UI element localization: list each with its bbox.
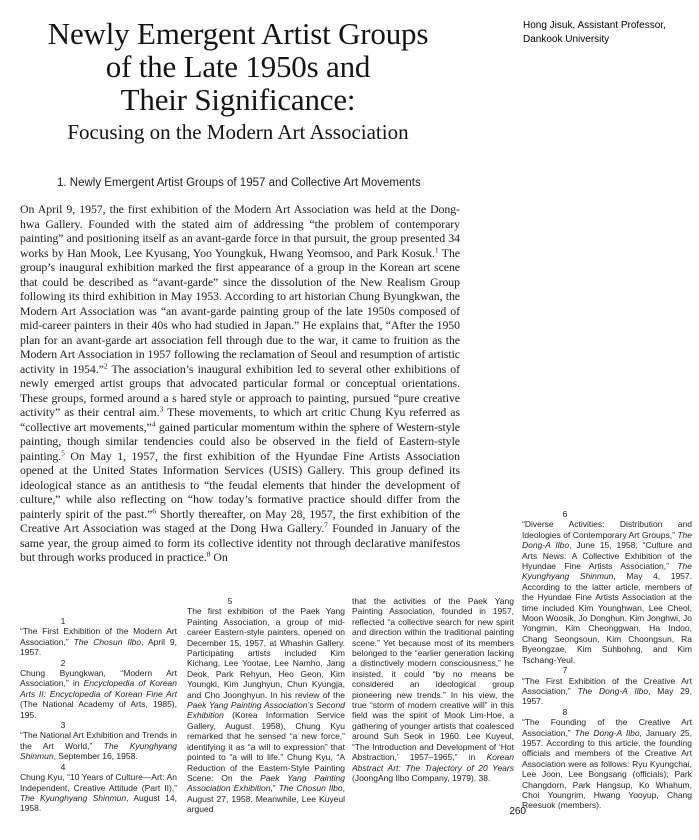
footnote-4	[20, 762, 177, 814]
margin-notes-column	[522, 509, 692, 811]
footnote-5	[187, 596, 345, 815]
footnote-text-3: “The National Art Exhibition and Trends in the Art World,” The Kyunghyang Shinmun, September 16, 1958.	[20, 730, 177, 762]
footnote-2	[20, 658, 177, 720]
title-line-3: Their Significance:	[120, 82, 356, 117]
footnote-number-3: 3	[60, 720, 66, 731]
footnote-number-5: 5	[227, 596, 233, 606]
footnote-number-1: 1	[60, 616, 66, 626]
footnote-5-continuation: that the activities of the Paek Yang Painting Association, founded in 1957, reflected “a collective search for new spirit and direction within the traditional painting scene.” Yet because most of its members belonged to the “earlier generation lacking a distinctively modern consciousness,” he insisted, it could “by no means be considered an ideological group pioneering new trends.” In his view, the true “storm of modern creative will” in this field was the spirit of Mook Lim-Hoe, a gathering of younger artists that coalesced around Suh Seok in 1960. Lee Kuyeul, “The Introduction and Development of ‘Hot Abstraction,’ 1957–1965,” in Korean Abstract Art: The Trajectory of 20 Years (JoongAng Ilbo Company, 1979), 38.	[352, 596, 514, 783]
page-number: 260	[509, 806, 526, 817]
footnote-text-6: “Diverse Activities: Distribution and Ideologies of Contemporary Art Groups,” The Dong-A Ilbo, June 15, 1958; “Culture and Arts News: A Collective Exhibition of the Hyundae Fine Artists Association,” The Kyunghyang Shinmun, May 4, 1957. According to the latter article, members of the Hyundae Fine Artists Association at the time included Kim Younghwan, Lee Cheol, Moon Woosik, Jo Donghun, Kim Jonghwi, Jo Yongmin, Kim Cheonggwan, Ha Indoo, Chang Seongsoun, Kim Choongsun, Ra Byeongzae, Kim Suhbohng, and Kim Tschang-Yeul.	[522, 519, 693, 665]
margin-note-7	[522, 665, 692, 707]
article-subtitle: Focusing on the Modern Art Association	[67, 120, 409, 144]
footnote-number-2: 2	[60, 657, 66, 668]
author-affiliation-block	[523, 19, 698, 47]
footnote-column-3	[352, 596, 514, 783]
footnote-text-1: “The First Exhibition of the Modern Art Association,” The Chosun Ilbo, April 9, 1957.	[20, 626, 177, 658]
footnote-text-2: Chung Byungkwan, “Modern Art Association,” in Encyclopedia of Korean Arts II: Encyclopedia of Korean Fine Art (The National Academy of Arts, 1985), 195.	[20, 668, 177, 720]
footnote-text-7: “The First Exhibition of the Creative Art Association,” The Dong-A Ilbo, May 29, 1957.	[522, 675, 692, 707]
title-line-1: Newly Emergent Artist Groups	[47, 16, 429, 51]
title-line-2: of the Late 1950s and	[105, 49, 371, 84]
footnote-text-8: “The Founding of the Creative Art Association,” The Dong-A Ilbo, January 25, 1957. According to this article, the founding officials and members of the Creative Art Association were as follows: Ryu Kyungchai, Lee Joon, Lee Bongsang (officials); Park Changdorn, Park Hangsup, Ko Whahum, Choi Youngrim, Hwang Yooyup, Chang Reesuok (members).	[522, 717, 692, 811]
footnote-text-4: Chung Kyu, “10 Years of Culture—Art: An Independent, Creative Attitude (Part II),” The Kyunghyang Shinmun, August 14, 1958.	[20, 772, 177, 814]
footnote-column-1	[20, 616, 177, 814]
author-name-line: Hong Jisuk, Assistant Professor,	[523, 20, 666, 31]
footnote-number-8: 8	[562, 706, 568, 717]
margin-note-6	[522, 509, 692, 665]
footnote-column-2	[187, 596, 345, 815]
footnote-text-5: The first exhibition of the Paek Yang Painting Association, a group of mid-career Eastern-style painters, opened on December 15, 1957, at Whashin Gallery. Participating artists included Kim Kichang, Lee Yootae, Lee Namho, Jang Deok, Park Rehyun, Heo Geon, Kim Youngki, Kim Junghyun, Chun Kyungja, and Cho Joonghyun. In his review of the Paek Yang Painting Association’s Second Exhibition (Korea Information Service Gallery, August 1958), Chung Kyu remarked that he sensed “a new force,” identifying it as “a will to expression” that pointed to “a will to life.” Chung Kyu, “A Reduction of the Eastern-Style Painting Scene: On the Paek Yang Painting Association Exhibition,” The Chosun Ilbo, August 27, 1958. Meanwhile, Lee Kuyeul argued	[187, 606, 345, 815]
author-university-line: Dankook University	[523, 34, 610, 45]
section-heading: 1. Newly Emergent Artist Groups of 1957 and Collective Art Movements	[57, 177, 421, 189]
footnote-1	[20, 616, 177, 658]
footnote-number-4: 4	[60, 761, 66, 772]
margin-note-8	[522, 707, 692, 811]
footnote-3	[20, 720, 177, 762]
body-paragraph: On April 9, 1957, the first exhibition of the Modern Art Association was held at the Dong-hwa Gallery. Founded with the stated aim of addressing “the problem of contemporary painting” and positioning itself as an avant-garde force in that pursuit, the group presented 34 works by Han Mook, Lee Kyusang, Yoo Youngkuk, Hwang Yeomsoo, and Park Kosuk.$^1$ The group’s inaugural exhibition marked the first appearance of a group in the Korean art scene that could be described as “avant-garde” since the dissolution of the New Realism Group following its third exhibition in May 1953. According to art historian Chung Byungkwan, the Modern Art Association was “an avant-garde painting group of the late 1950s composed of mid-career painters in their 40s who had studied in Japan.” He explains that, “After the 1950 plan for an avant-garde art association fell through due to the war, it came to fruition as the Modern Art Association in 1957 following the reclamation of Seoul and resumption of artistic activity in 1954.”$^2$ The association’s inaugural exhibition led to several other exhibitions of newly emerged artist groups that advocated particular formal or conceptual orientations. These groups, formed around a s hared style or approach to painting, pursued “pure creative activity” as their central aim.$^3$ These movements, to which art critic Chung Kyu referred as “collective art movements,”$^4$ gained particular momentum within the sphere of Western-style painting, though similar tendencies could also be observed in the field of Eastern-style painting.$^5$ On May 1, 1957, the first exhibition of the Hyundae Fine Artists Association opened at the United States Information Services (USIS) Gallery. This group defined its ideological stance as an antithesis to “the feudal elements that hinder the development of culture,” while also reflecting on “how today’s formative practice should differ from the painterly spirit of the past.”$^6$ Shortly thereafter, on May 28, 1957, the first exhibition of the Creative Art Association was staged at the Dong Hwa Gallery.$^7$ Founded in January of the same year, the group aimed to form its collective identity not through declarative manifestos but through works produced in practice.$^8$ On	[20, 202, 461, 564]
footnote-number-6: 6	[562, 509, 568, 519]
footnote-number-7: 7	[562, 665, 568, 676]
article-title-block	[18, 17, 458, 144]
